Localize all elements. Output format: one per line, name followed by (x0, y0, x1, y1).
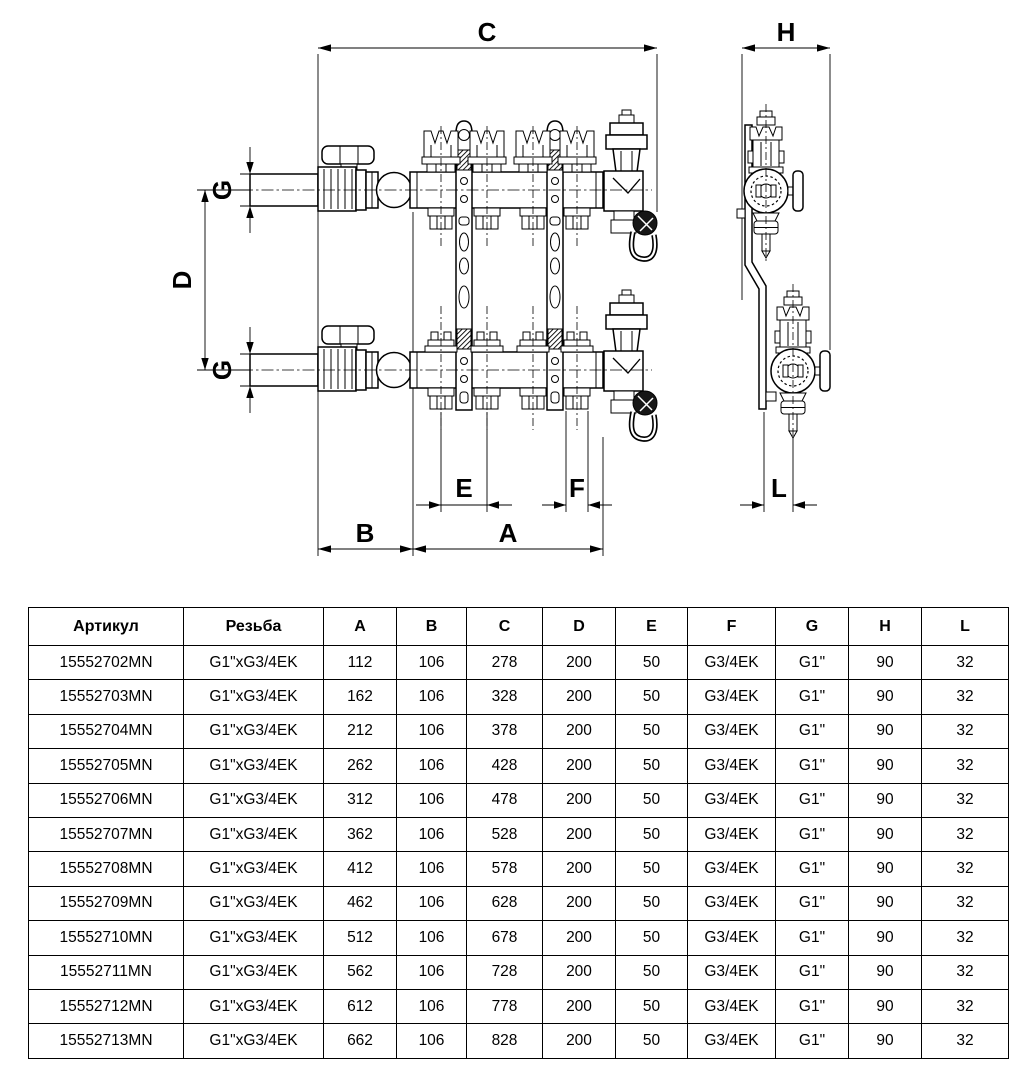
table-cell: 50 (616, 749, 688, 783)
table-cell: 106 (397, 783, 467, 817)
table-cell: 32 (922, 886, 1009, 920)
table-cell: G1"xG3/4EK (184, 680, 324, 714)
table-cell: G1" (776, 955, 849, 989)
table-cell: 90 (849, 817, 922, 851)
table-cell: G1" (776, 1024, 849, 1058)
table-cell: G3/4EK (688, 783, 776, 817)
table-cell: 662 (324, 1024, 397, 1058)
table-cell: 90 (849, 886, 922, 920)
table-cell: 15552707MN (29, 817, 184, 851)
table-cell: 106 (397, 1024, 467, 1058)
table-cell: 328 (467, 680, 543, 714)
table-cell: 50 (616, 783, 688, 817)
table-cell: 528 (467, 817, 543, 851)
table-cell: 412 (324, 852, 397, 886)
table-cell: 50 (616, 714, 688, 748)
spec-table (28, 607, 1009, 1059)
table-cell: 106 (397, 852, 467, 886)
table-cell: G1" (776, 783, 849, 817)
table-cell: 32 (922, 955, 1009, 989)
dim-label-f: F (569, 473, 585, 503)
table-cell: G3/4EK (688, 680, 776, 714)
dim-label-a: A (498, 518, 518, 548)
table-cell: G1" (776, 989, 849, 1023)
table-cell: 15552702MN (29, 646, 184, 680)
table-cell: 478 (467, 783, 543, 817)
table-cell: 106 (397, 646, 467, 680)
table-cell: 50 (616, 921, 688, 955)
table-cell: G1" (776, 886, 849, 920)
dim-label-h: H (776, 17, 796, 47)
table-cell: G1"xG3/4EK (184, 989, 324, 1023)
table-cell: 200 (543, 783, 616, 817)
table-cell: G1" (776, 921, 849, 955)
table-cell: 50 (616, 955, 688, 989)
table-cell: 578 (467, 852, 543, 886)
table-cell: 50 (616, 989, 688, 1023)
table-cell: 778 (467, 989, 543, 1023)
column-header: Резьба (184, 608, 324, 646)
dim-label-l: L (771, 473, 787, 503)
table-cell: 200 (543, 921, 616, 955)
table-header-row (29, 608, 1009, 646)
table-cell: 32 (922, 852, 1009, 886)
table-cell: G1"xG3/4EK (184, 955, 324, 989)
table-cell: 15552711MN (29, 955, 184, 989)
table-cell: 90 (849, 783, 922, 817)
table-cell: 106 (397, 680, 467, 714)
table-cell: G3/4EK (688, 852, 776, 886)
table-cell: 50 (616, 817, 688, 851)
table-cell: G1" (776, 817, 849, 851)
table-cell: 106 (397, 955, 467, 989)
table-row (29, 680, 1009, 714)
table-cell: G1"xG3/4EK (184, 817, 324, 851)
table-cell: 50 (616, 646, 688, 680)
table-cell: 106 (397, 714, 467, 748)
table-cell: 15552710MN (29, 921, 184, 955)
table-cell: 90 (849, 680, 922, 714)
table-cell: 200 (543, 714, 616, 748)
table-cell: 106 (397, 921, 467, 955)
dim-label-g-bottom: G (207, 359, 237, 381)
table-cell: 462 (324, 886, 397, 920)
table-row (29, 646, 1009, 680)
table-cell: 15552704MN (29, 714, 184, 748)
column-header: F (688, 608, 776, 646)
dim-d (197, 190, 253, 370)
table-cell: 90 (849, 955, 922, 989)
column-header: B (397, 608, 467, 646)
table-cell: 15552703MN (29, 680, 184, 714)
table-cell: G1" (776, 714, 849, 748)
table-cell: 106 (397, 749, 467, 783)
table-cell: 278 (467, 646, 543, 680)
table-cell: G1" (776, 646, 849, 680)
table-cell: 262 (324, 749, 397, 783)
table-cell: 50 (616, 852, 688, 886)
table-row (29, 989, 1009, 1023)
table-cell: G1"xG3/4EK (184, 749, 324, 783)
table-cell: 90 (849, 1024, 922, 1058)
table-cell: 362 (324, 817, 397, 851)
table-row (29, 749, 1009, 783)
table-cell: 612 (324, 989, 397, 1023)
dimension-annotations (197, 44, 830, 556)
table-cell: 212 (324, 714, 397, 748)
table-cell: G1"xG3/4EK (184, 714, 324, 748)
table-row (29, 852, 1009, 886)
table-cell: G3/4EK (688, 886, 776, 920)
table-cell: G3/4EK (688, 989, 776, 1023)
table-cell: 106 (397, 989, 467, 1023)
table-cell: G1" (776, 749, 849, 783)
table-cell: G3/4EK (688, 646, 776, 680)
dim-label-c: C (477, 17, 497, 47)
table-row (29, 886, 1009, 920)
table-cell: 200 (543, 955, 616, 989)
table-cell: 512 (324, 921, 397, 955)
column-header: H (849, 608, 922, 646)
column-header: L (922, 608, 1009, 646)
side-view (737, 104, 830, 438)
table-cell: 628 (467, 886, 543, 920)
dim-label-e: E (455, 473, 473, 503)
dim-label-d: D (167, 270, 197, 290)
table-row (29, 714, 1009, 748)
table-cell: 90 (849, 714, 922, 748)
table-cell: G1"xG3/4EK (184, 921, 324, 955)
table-cell: 15552705MN (29, 749, 184, 783)
table-cell: G3/4EK (688, 921, 776, 955)
table-cell: G1"xG3/4EK (184, 783, 324, 817)
table-cell: 15552712MN (29, 989, 184, 1023)
table-cell: 828 (467, 1024, 543, 1058)
table-cell: 562 (324, 955, 397, 989)
column-header: C (467, 608, 543, 646)
dimension-labels (167, 17, 795, 548)
table-cell: G1" (776, 852, 849, 886)
table-cell: 112 (324, 646, 397, 680)
lower-manifold (250, 290, 657, 439)
table-cell: G3/4EK (688, 955, 776, 989)
table-row (29, 955, 1009, 989)
table-cell: 90 (849, 749, 922, 783)
table-body (29, 646, 1009, 1059)
table-cell: 50 (616, 680, 688, 714)
table-cell: 90 (849, 989, 922, 1023)
table-cell: 728 (467, 955, 543, 989)
table-cell: 428 (467, 749, 543, 783)
dim-label-g-top: G (207, 179, 237, 201)
table-cell: 32 (922, 989, 1009, 1023)
table-cell: 90 (849, 646, 922, 680)
table-cell: 32 (922, 817, 1009, 851)
table-cell: 378 (467, 714, 543, 748)
table-cell: 162 (324, 680, 397, 714)
table-row (29, 783, 1009, 817)
table-cell: 50 (616, 886, 688, 920)
table-cell: G1"xG3/4EK (184, 886, 324, 920)
table-cell: 50 (616, 1024, 688, 1058)
table-cell: 32 (922, 714, 1009, 748)
table-cell: 106 (397, 817, 467, 851)
table-cell: 90 (849, 921, 922, 955)
table-cell: G1"xG3/4EK (184, 646, 324, 680)
table-cell: 32 (922, 783, 1009, 817)
side-valve-lower (771, 291, 830, 438)
table-cell: 200 (543, 646, 616, 680)
table-cell: G1" (776, 680, 849, 714)
table-cell: 90 (849, 852, 922, 886)
table-cell: G3/4EK (688, 714, 776, 748)
column-header: D (543, 608, 616, 646)
table-cell: 678 (467, 921, 543, 955)
table-cell: 200 (543, 886, 616, 920)
column-header: Артикул (29, 608, 184, 646)
table-row (29, 921, 1009, 955)
table-cell: 32 (922, 1024, 1009, 1058)
dim-label-b: B (355, 518, 375, 548)
table-cell: 200 (543, 852, 616, 886)
table-cell: 200 (543, 680, 616, 714)
table-row (29, 1024, 1009, 1058)
table-cell: 200 (543, 989, 616, 1023)
table-cell: 32 (922, 921, 1009, 955)
table-cell: 15552709MN (29, 886, 184, 920)
table-cell: 32 (922, 646, 1009, 680)
table-row (29, 817, 1009, 851)
table-cell: G3/4EK (688, 749, 776, 783)
table-cell: 200 (543, 1024, 616, 1058)
column-header: A (324, 608, 397, 646)
table-cell: 15552708MN (29, 852, 184, 886)
front-view (200, 110, 657, 439)
table-cell: 15552713MN (29, 1024, 184, 1058)
column-header: E (616, 608, 688, 646)
table-cell: 32 (922, 749, 1009, 783)
table-cell: G1"xG3/4EK (184, 852, 324, 886)
table-cell: G3/4EK (688, 817, 776, 851)
table-cell: 200 (543, 749, 616, 783)
column-header: G (776, 608, 849, 646)
table-cell: 106 (397, 886, 467, 920)
table-cell: 312 (324, 783, 397, 817)
side-valve-upper (744, 111, 803, 258)
table-cell: 15552706MN (29, 783, 184, 817)
table-cell: 32 (922, 680, 1009, 714)
table-cell: G1"xG3/4EK (184, 1024, 324, 1058)
table-cell: 200 (543, 817, 616, 851)
table-cell: G3/4EK (688, 1024, 776, 1058)
